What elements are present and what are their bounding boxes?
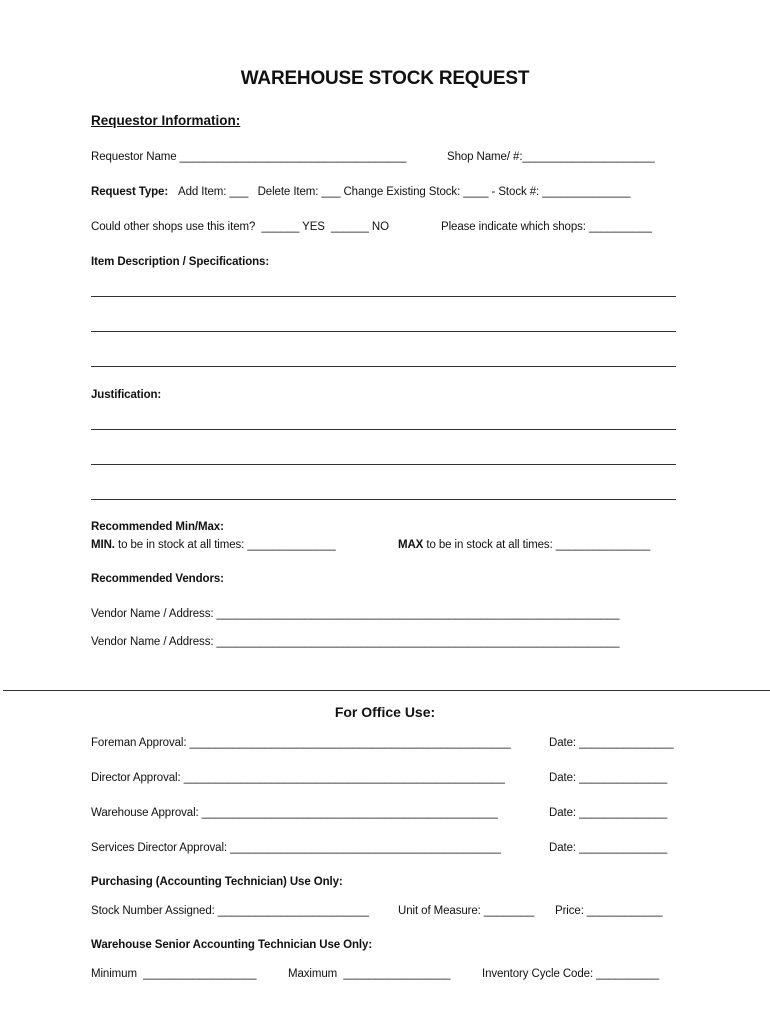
min-label: MIN.	[91, 539, 115, 551]
foreman-approval-field[interactable]: Foreman Approval: ___________________________________________________	[91, 737, 511, 749]
director-approval-field[interactable]: Director Approval: ___________________________________________________	[91, 772, 505, 784]
services-director-approval-field[interactable]: Services Director Approval: ___________________________________________	[91, 842, 501, 854]
other-shops-question[interactable]: Could other shops use this item? ______ YES ______ NO	[91, 221, 389, 233]
request-type-label: Request Type:	[91, 186, 169, 198]
justification-line-1[interactable]	[91, 429, 676, 430]
justification-heading: Justification:	[91, 389, 162, 401]
stock-number-field[interactable]: Stock Number Assigned: ________________________	[91, 905, 369, 917]
item-description-heading: Item Description / Specifications:	[91, 256, 270, 268]
form-title: WAREHOUSE STOCK REQUEST	[240, 68, 530, 89]
minmax-heading: Recommended Min/Max:	[91, 521, 224, 533]
item-description-line-1[interactable]	[91, 296, 676, 297]
maximum-field[interactable]: Maximum _________________	[288, 968, 451, 980]
warehouse-date-field[interactable]: Date: ______________	[549, 807, 668, 819]
requestor-name-field[interactable]: Requestor Name ____________________________________	[91, 151, 407, 163]
min-field[interactable]	[91, 538, 336, 552]
senior-tech-heading: Warehouse Senior Accounting Technician Use Only:	[91, 939, 373, 951]
director-date-field[interactable]: Date: ______________	[549, 772, 668, 784]
max-field[interactable]	[398, 538, 650, 552]
vendor-field-2[interactable]: Vendor Name / Address: ________________________________________________________________	[91, 636, 620, 648]
warehouse-approval-field[interactable]: Warehouse Approval: _______________________________________________	[91, 807, 498, 819]
unit-of-measure-field[interactable]: Unit of Measure: ________	[398, 905, 535, 917]
max-label: MAX	[398, 539, 424, 551]
justification-line-3[interactable]	[91, 499, 676, 500]
purchasing-heading: Purchasing (Accounting Technician) Use Only:	[91, 876, 343, 888]
services-date-field[interactable]: Date: ______________	[549, 842, 668, 854]
inventory-cycle-code-field[interactable]: Inventory Cycle Code: __________	[482, 968, 660, 980]
office-use-heading: For Office Use:	[334, 704, 436, 720]
vendors-heading: Recommended Vendors:	[91, 573, 224, 585]
minimum-field[interactable]: Minimum __________________	[91, 968, 257, 980]
item-description-line-3[interactable]	[91, 366, 676, 367]
office-divider	[3, 690, 770, 691]
vendor-field-1[interactable]: Vendor Name / Address: ________________________________________________________________	[91, 608, 620, 620]
justification-line-2[interactable]	[91, 464, 676, 465]
shop-name-field[interactable]: Shop Name/ #:_____________________	[447, 151, 655, 163]
min-text: to be in stock at all times: ______________	[114, 539, 336, 551]
requestor-heading: Requestor Information:	[91, 113, 241, 128]
max-text: to be in stock at all times: _______________	[423, 539, 651, 551]
item-description-line-2[interactable]	[91, 331, 676, 332]
indicate-shops-field[interactable]: Please indicate which shops: __________	[441, 221, 652, 233]
price-field[interactable]: Price: ____________	[555, 905, 663, 917]
foreman-date-field[interactable]: Date: _______________	[549, 737, 674, 749]
request-type-options[interactable]: Add Item: ___ Delete Item: ___ Change Existing Stock: ____ - Stock #: ______________	[178, 186, 631, 198]
